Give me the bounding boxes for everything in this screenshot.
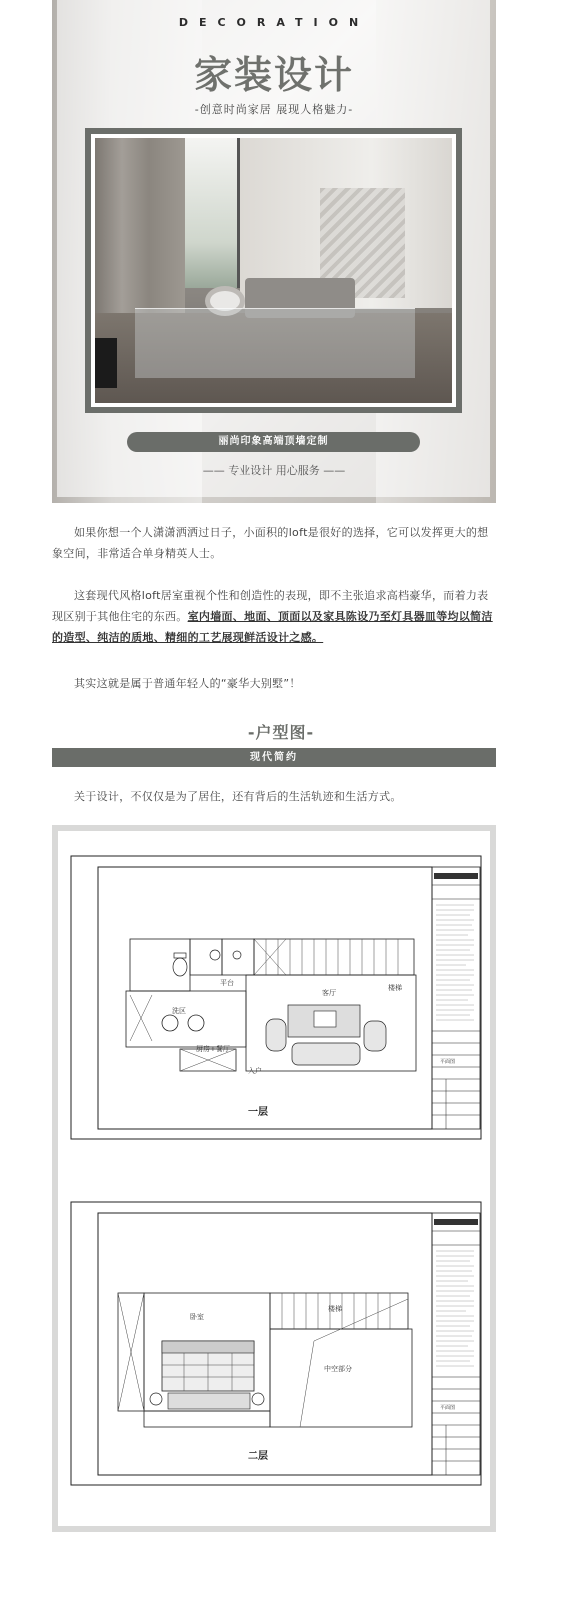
hero-tagline: —— 专业设计 用心服务 ——	[202, 464, 346, 477]
floor-1-kitchen-dining-label: 厨房+餐厅	[196, 1045, 230, 1053]
floor-1-living-label: 客厅	[322, 989, 336, 997]
hero-title: 家装设计	[193, 53, 354, 97]
hero-subtitle: -创意时尚家居 展现人格魅力-	[194, 103, 354, 116]
floor-plan-sheet-area	[58, 831, 490, 1526]
floor-2-titleblock-name: 平面图	[440, 1405, 456, 1411]
floor-2-stairs-label: 楼梯	[328, 1305, 342, 1313]
intro-paragraph-2-emphasis: 室内墙面、地面、顶面以及家具陈设乃至灯具器皿等均以简洁的造型、纯洁的质地、精细的工艺展现鲜活设计之感。	[52, 610, 493, 644]
floor-1-wash-label: 洗区	[172, 1007, 186, 1015]
brand-pill: 丽尚印象高端顶墙定制	[127, 432, 420, 452]
floor-plan-2	[70, 1201, 482, 1486]
intro-paragraph-2-text: 这套现代风格loft居室重视个性和创造性的表现，即不主张追求高档豪华，而着力表现区别于其他住宅的东西。	[52, 589, 489, 623]
floor-2-label: 二层	[248, 1451, 268, 1462]
floor-2-bedroom-label: 卧室	[190, 1313, 204, 1321]
floor-plan-1	[70, 855, 482, 1140]
floor-plan-title: -户型图-	[247, 723, 315, 742]
hero-eyebrow: DECORATION	[178, 16, 370, 29]
design-note: 关于设计，不仅仅是为了居住，还有背后的生活轨迹和生活方式。	[74, 790, 402, 803]
floor-2-void-label: 中空部分	[324, 1365, 352, 1373]
intro-paragraph-3: 其实这就是属于普通年轻人的“豪华大别墅”！	[74, 677, 301, 690]
floor-plan-1-drawing	[70, 855, 482, 1140]
floor-plan-panel	[52, 825, 496, 1532]
floor-1-balcony-label: 平台	[220, 979, 234, 987]
interior-photo	[95, 138, 452, 403]
intro-paragraph-2	[52, 585, 496, 648]
floor-1-titleblock-name: 平面图	[440, 1059, 456, 1065]
floor-1-stairs-label: 楼梯	[388, 984, 402, 992]
floor-1-entrance-label: 入户	[248, 1067, 262, 1075]
style-bar: 现代简约	[52, 748, 496, 767]
floor-1-label: 一层	[248, 1107, 268, 1118]
floor-plan-2-drawing	[70, 1201, 482, 1486]
hero-banner	[52, 0, 496, 503]
intro-paragraph-1: 如果你想一个人潇潇洒洒过日子，小面积的loft是很好的选择，它可以发挥更大的想象空间，非常适合单身精英人士。	[52, 526, 489, 560]
interior-photo-frame	[85, 128, 462, 413]
